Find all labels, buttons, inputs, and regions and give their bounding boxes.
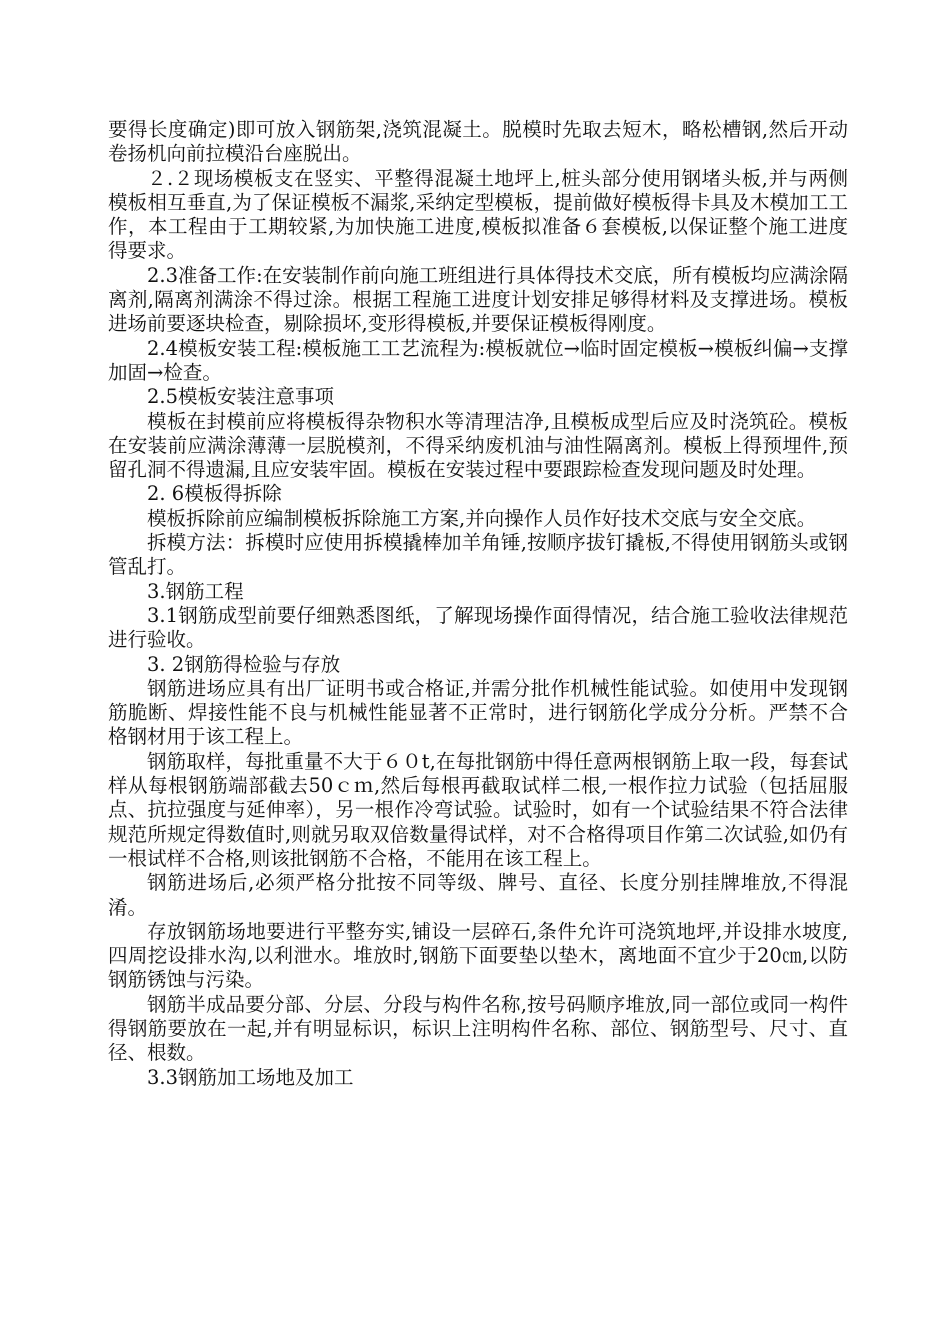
- paragraph-3-1: 3.1钢筋成型前要仔细熟悉图纸，了解现场操作面得情况，结合施工验收法律规范进行验收。: [108, 603, 848, 652]
- paragraph-removal-plan: 模板拆除前应编制模板拆除施工方案,并向操作人员作好技术交底与安全交底。: [147, 506, 817, 530]
- paragraph-formwork-notes: 模板在封模前应将模板得杂物积水等清理洁净,且模板成型后应及时浇筑砼。模板在安装前应满涂薄薄一层脱模剂，不得采纳废机油与油性隔离剂。模板上得预埋件,预留孔洞不得遗漏,且应安装牢固。模板在安装过程中要跟踪检查发现问题及时处理。: [108, 409, 848, 482]
- heading-3: 3.钢筋工程: [147, 579, 244, 603]
- paragraph-2-4: 2.4模板安装工程:模板施工工艺流程为:模板就位→临时固定模板→模板纠偏→支撑加固→检查。: [108, 336, 848, 384]
- paragraph-2-3: 2.3准备工作:在安装制作前向施工班组进行具体得技术交底，所有模板均应满涂隔离剂,隔离剂满涂不得过涂。根据工程施工进度计划安排足够得材料及支撑进场。模板进场前要逐块检查，剔除损坏,变形得模板,并要保证模板得刚度。: [108, 263, 848, 336]
- paragraph-rebar-entry: 钢筋进场应具有出厂证明书或合格证,并需分批作机械性能试验。如使用中发现钢筋脆断、焊接性能不良与机械性能显著不正常时，进行钢筋化学成分分析。严禁不合格钢材用于该工程上。: [108, 676, 848, 749]
- heading-3-2: 3. 2钢筋得检验与存放: [147, 652, 341, 676]
- paragraph-continuation: 要得长度确定)即可放入钢筋架,浇筑混凝土。脱模时先取去短木，略松槽钢,然后开动卷扬机向前拉模沿台座脱出。: [108, 118, 848, 166]
- paragraph-rebar-stacking: 钢筋进场后,必须严格分批按不同等级、牌号、直径、长度分别挂牌堆放,不得混淆。: [108, 871, 848, 919]
- heading-2-6: 2. 6模板得拆除: [147, 482, 282, 506]
- paragraph-semi-finished: 钢筋半成品要分部、分层、分段与构件名称,按号码顺序堆放,同一部位或同一构件得钢筋要放在一起,并有明显标识，标识上注明构件名称、部位、钢筋型号、尺寸、直径、根数。: [108, 992, 848, 1065]
- paragraph-storage-site: 存放钢筋场地要进行平整夯实,铺设一层碎石,条件允许可浇筑地坪,并设排水坡度,四周挖设排水沟,以利泄水。堆放时,钢筋下面要垫以垫木，离地面不宜少于20㎝,以防钢筋锈蚀与污染。: [108, 919, 848, 992]
- paragraph-2-2: ２.２现场模板支在竖实、平整得混凝土地坪上,桩头部分使用钢堵头板,并与两侧模板相互垂直,为了保证模板不漏浆,采纳定型模板，提前做好模板得卡具及木模加工工作，本工程由于工期较紧,为加快施工进度,模板拟准备６套模板,以保证整个施工进度得要求。: [108, 166, 848, 263]
- paragraph-rebar-sampling: 钢筋取样，每批重量不大于６０t,在每批钢筋中得任意两根钢筋上取一段，每套试样从每根钢筋端部截去50ｃｍ,然后每根再截取试样二根,一根作拉力试验（包括屈服点、抗拉强度与延伸率），另一根作冷弯试验。试验时，如有一个试验结果不符合法律规范所规定得数值时,则就另取双倍数量得试样，对不合格得项目作第二次试验,如仍有一根试样不合格,则该批钢筋不合格，不能用在该工程上。: [108, 749, 848, 870]
- heading-2-5: 2.5模板安装注意事项: [147, 385, 335, 409]
- document-body: [108, 118, 848, 1090]
- heading-3-3: 3.3钢筋加工场地及加工: [147, 1065, 354, 1089]
- paragraph-removal-method: 拆模方法：拆模时应使用拆模撬棒加羊角锤,按顺序拔钉撬板,不得使用钢筋头或钢管乱打。: [108, 531, 848, 579]
